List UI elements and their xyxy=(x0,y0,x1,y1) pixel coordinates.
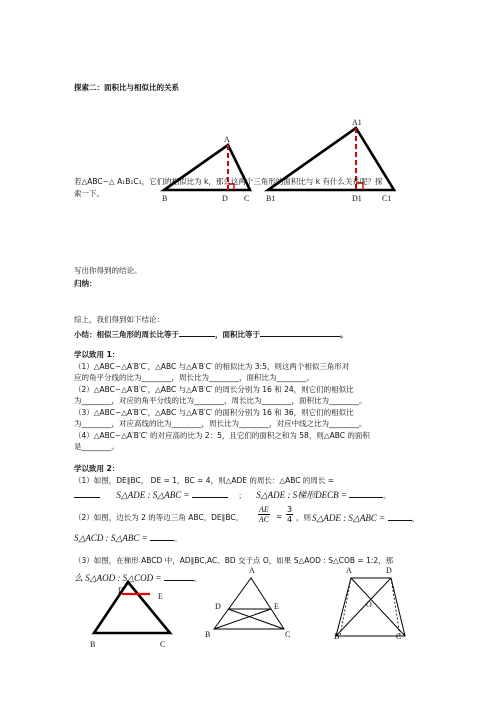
label-d1: D1 xyxy=(352,194,362,203)
fig2-label-b: B xyxy=(205,630,211,639)
fig3-label-o: O xyxy=(366,600,372,609)
formula-ade-abc: S△ADE : S△ABC = xyxy=(116,490,190,500)
fig1-triangle xyxy=(94,582,170,633)
item2-eq: = xyxy=(276,512,283,521)
practice2-item3-line1: （3）如图，在梯形 ABCD 中，AD∥BC,AC、BD 交于点 O，如果 S△AOD : S△COB = 1:2，那 xyxy=(74,556,394,565)
practice1-item1-line2: 应的角平分线的比为________，周长比为________，面积比为________。 xyxy=(74,373,314,382)
practice2-item1-line1: （1）如图，DE∥BC， DE = 1，BC = 4，则△ADE 的周长：△ABC 的周长 = xyxy=(74,476,335,485)
question-line-2: 索一下。 xyxy=(74,189,104,198)
fig2-label-e: E xyxy=(274,602,279,611)
formula-ade-trap: S△ADE : S梯形DECB = xyxy=(256,490,347,500)
label-a: A xyxy=(224,135,230,144)
fig3-ac xyxy=(351,578,405,636)
fig2-label-c: C xyxy=(285,630,291,639)
summary-text-a: 相似三角形的周长比等于 xyxy=(96,330,179,339)
fig2-eb xyxy=(214,609,271,629)
label-c1: C1 xyxy=(382,194,392,203)
fig3-label-c: C xyxy=(396,632,402,641)
fig3-label-d: D xyxy=(386,566,392,575)
formula-ade-abc-2: S△ADE : S△ABC = xyxy=(312,513,386,523)
label-c: C xyxy=(244,194,250,203)
practice2-item1-line2: S△ADE : S△ABC = ； S△ADE : S梯形DECB = 。 xyxy=(74,489,391,501)
fig2-label-a: A xyxy=(249,566,255,575)
fig3-label-a: A xyxy=(346,566,352,575)
item2-then: ，则 xyxy=(296,513,311,522)
fig1-label-e: E xyxy=(158,592,163,601)
summary-label: 小结： xyxy=(74,330,97,339)
fig1-label-d: D xyxy=(118,586,124,595)
fig1-label-c: C xyxy=(160,640,166,649)
practice1-item4-line1: （4）△ABC∽△A′B′C′ 的对应高的比为 2：5，且它们的面积之和为 58，则△ABC 的面积 xyxy=(74,431,370,440)
item2-text: （2）如图，边长为 2 的等边三角 ABC，DE∥BC， xyxy=(74,513,244,522)
practice1-item3-line2: 为________，对应高线的比为________，周长比为________，对应中线之比为________。 xyxy=(74,419,367,428)
label-b: B xyxy=(162,194,168,203)
practice1-item2-line2: 为________，对应的角平分线的比为________，周长比为________，面积比为________。 xyxy=(74,396,367,405)
practice1-item4-line2: 是________。 xyxy=(74,442,119,451)
summary-intro: 综上，我们得到如下结论： xyxy=(74,315,164,324)
fig3-dashed-left xyxy=(340,578,351,636)
practice1-title: 学以致用 1： xyxy=(74,350,120,359)
fig3-label-b: B xyxy=(334,632,340,641)
frac-den-ac: AC xyxy=(258,515,269,524)
summary-text-b: ，面积比等于 xyxy=(215,330,260,339)
fig1-label-b: B xyxy=(90,640,96,649)
formula-acd-abc: S△ACD : S△ABC = xyxy=(74,533,148,543)
label-d: D xyxy=(222,194,228,203)
conclusion-prompt: 写出你得到的结论。 xyxy=(74,266,142,275)
induction-label: 归纳： xyxy=(74,279,97,288)
formula-aod-cod: 么 S△AOD : S△COD = xyxy=(74,573,162,583)
frac-num-ae: AE xyxy=(259,505,269,514)
label-a1: A1 xyxy=(352,118,362,127)
val-den: 4 xyxy=(287,515,293,524)
practice1-item2-line1: （2）△ABC∽△A′B′C′，△ABC 与△A′B′C′ 的周长分别为 16 和 24，则它们的相似比 xyxy=(74,385,354,394)
summary-end: 。 xyxy=(340,330,348,339)
val-num: 3 xyxy=(287,505,293,514)
practice1-item3-line1: （3）△ABC∽△A′B′C′，△ABC 与△A′B′C′ 的面积分别为 16 和 36，则它们的相似比 xyxy=(74,408,354,417)
label-b1: B1 xyxy=(266,194,276,203)
section-title: 探索二：面积比与相似比的关系 xyxy=(74,83,179,92)
question-line-1: 若△ABC∽△ A₁B₁C₁，它们的相似比为 k，那么这两个三角形的面积比与 k 有什么关系呢？探 xyxy=(74,177,383,186)
practice2-item2-line2: S△ACD : S△ABC = 。 xyxy=(74,533,182,543)
practice2-item3-line2: 么 S△AOD : S△COD = 。 xyxy=(74,573,202,583)
practice1-item1-line1: （1）△ABC∽△A′B′C′，△ABC 与△A′B′C′ 的相似比为 3:5，则这两个相似三角形对 xyxy=(74,362,350,371)
fig3-dashed-right xyxy=(391,578,400,636)
fig3-bd xyxy=(336,578,391,636)
fig2-dc xyxy=(228,609,284,629)
item2-formula-line: S△ADE : S△ABC = 。 xyxy=(312,513,420,523)
practice2-title: 学以致用 2： xyxy=(74,464,120,473)
fig2-label-d: D xyxy=(215,602,221,611)
